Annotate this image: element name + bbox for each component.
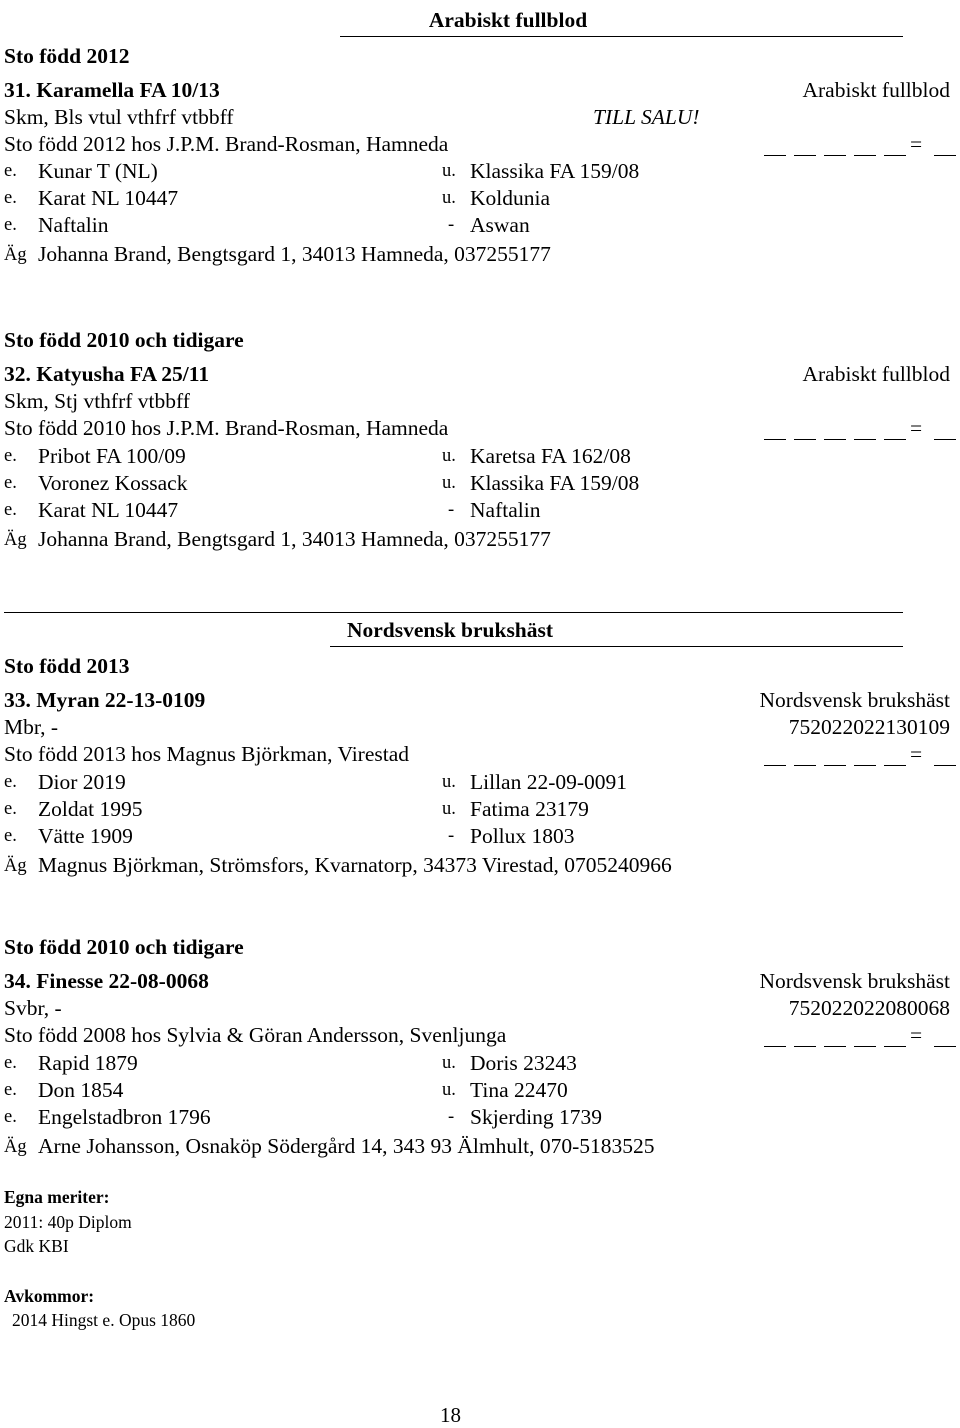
pedigree-sep: u. bbox=[442, 161, 456, 181]
score-equals: = bbox=[910, 742, 923, 766]
pedigree-prefix: e. bbox=[4, 1107, 17, 1127]
score-equals: = bbox=[910, 416, 923, 440]
owner-prefix: Äg bbox=[4, 530, 27, 550]
pedigree-dam: Tina 22470 bbox=[470, 1078, 568, 1102]
group-heading: Sto född 2010 och tidigare bbox=[4, 935, 244, 959]
entry-number-name: 31. Karamella FA 10/13 bbox=[4, 78, 220, 102]
offspring-title: Avkommor: bbox=[4, 1286, 95, 1306]
section-title: Nordsvensk brukshäst bbox=[346, 618, 554, 642]
pedigree-sire: Zoldat 1995 bbox=[38, 797, 143, 821]
pedigree-dam: Klassika FA 159/08 bbox=[470, 471, 640, 495]
entry-breed: Arabiskt fullblod bbox=[802, 78, 950, 102]
merit-item: 2011: 40p Diplom bbox=[4, 1212, 132, 1232]
offspring-item: 2014 Hingst e. Opus 1860 bbox=[12, 1310, 196, 1330]
pedigree-dam: Doris 23243 bbox=[470, 1051, 577, 1075]
pedigree-sire: Voronez Kossack bbox=[38, 471, 188, 495]
entry-born: Sto född 2010 hos J.P.M. Brand-Rosman, Hamneda bbox=[4, 416, 449, 440]
entry-descriptor: Skm, Bls vtul vthfrf vtbbff bbox=[4, 105, 234, 129]
entry-born: Sto född 2008 hos Sylvia & Göran Andersson, Svenljunga bbox=[4, 1023, 507, 1047]
pedigree-dam: Koldunia bbox=[470, 186, 551, 210]
sale-note: TILL SALU! bbox=[593, 105, 700, 129]
entry-descriptor: Skm, Stj vthfrf vtbbff bbox=[4, 389, 190, 413]
pedigree-prefix: e. bbox=[4, 188, 17, 208]
pedigree-prefix: e. bbox=[4, 500, 17, 520]
entry-born: Sto född 2012 hos J.P.M. Brand-Rosman, Hamneda bbox=[4, 132, 449, 156]
owner: Johanna Brand, Bengtsgard 1, 34013 Hamneda, 037255177 bbox=[38, 527, 551, 551]
pedigree-sire: Karat NL 10447 bbox=[38, 498, 179, 522]
pedigree-prefix: e. bbox=[4, 1053, 17, 1073]
entry-breed: Nordsvensk brukshäst bbox=[759, 969, 950, 993]
pedigree-sep: u. bbox=[442, 446, 456, 466]
pedigree-prefix: e. bbox=[4, 772, 17, 792]
pedigree-sep: u. bbox=[442, 473, 456, 493]
pedigree-sire: Dior 2019 bbox=[38, 770, 126, 794]
pedigree-dam: Klassika FA 159/08 bbox=[470, 159, 640, 183]
score-equals: = bbox=[910, 1023, 923, 1047]
pedigree-sep: u. bbox=[442, 1080, 456, 1100]
pedigree-prefix: e. bbox=[4, 446, 17, 466]
owner: Johanna Brand, Bengtsgard 1, 34013 Hamneda, 037255177 bbox=[38, 242, 551, 266]
pedigree-sire: Kunar T (NL) bbox=[38, 159, 158, 183]
pedigree-sire: Pribot FA 100/09 bbox=[38, 444, 186, 468]
entry-descriptor: Svbr, - bbox=[4, 996, 62, 1020]
pedigree-sep: - bbox=[448, 826, 455, 846]
pedigree-prefix: e. bbox=[4, 826, 17, 846]
pedigree-dam: Karetsa FA 162/08 bbox=[470, 444, 631, 468]
entry-breed: Nordsvensk brukshäst bbox=[759, 688, 950, 712]
pedigree-dam: Naftalin bbox=[470, 498, 541, 522]
owner: Arne Johansson, Osnaköp Södergård 14, 343 93 Älmhult, 070-5183525 bbox=[38, 1134, 655, 1158]
score-equals: = bbox=[910, 132, 923, 156]
pedigree-sire: Vätte 1909 bbox=[38, 824, 133, 848]
pedigree-sep: - bbox=[448, 215, 455, 235]
owner-prefix: Äg bbox=[4, 245, 27, 265]
group-heading: Sto född 2013 bbox=[4, 654, 130, 678]
entry-descriptor: Mbr, - bbox=[4, 715, 59, 739]
pedigree-prefix: e. bbox=[4, 161, 17, 181]
pedigree-sep: - bbox=[448, 1107, 455, 1127]
owner: Magnus Björkman, Strömsfors, Kvarnatorp, 34373 Virestad, 0705240966 bbox=[38, 853, 672, 877]
pedigree-dam: Aswan bbox=[470, 213, 530, 237]
pedigree-sire: Karat NL 10447 bbox=[38, 186, 179, 210]
pedigree-sep: u. bbox=[442, 1053, 456, 1073]
registration-number: 752022022130109 bbox=[788, 715, 950, 739]
section-divider bbox=[4, 612, 903, 613]
pedigree-dam: Skjerding 1739 bbox=[470, 1105, 602, 1129]
section-title-underline bbox=[340, 36, 903, 37]
merit-item: Gdk KBI bbox=[4, 1236, 69, 1256]
pedigree-dam: Pollux 1803 bbox=[470, 824, 575, 848]
section-title: Arabiskt fullblod bbox=[428, 8, 588, 32]
owner-prefix: Äg bbox=[4, 856, 27, 876]
entry-number-name: 33. Myran 22-13-0109 bbox=[4, 688, 206, 712]
pedigree-dam: Fatima 23179 bbox=[470, 797, 589, 821]
pedigree-prefix: e. bbox=[4, 473, 17, 493]
group-heading: Sto född 2012 bbox=[4, 44, 130, 68]
pedigree-prefix: e. bbox=[4, 1080, 17, 1100]
pedigree-prefix: e. bbox=[4, 799, 17, 819]
page-number: 18 bbox=[440, 1403, 461, 1427]
entry-number-name: 32. Katyusha FA 25/11 bbox=[4, 362, 210, 386]
group-heading: Sto född 2010 och tidigare bbox=[4, 328, 244, 352]
section-title-underline bbox=[330, 646, 903, 647]
pedigree-sep: u. bbox=[442, 799, 456, 819]
pedigree-sire: Rapid 1879 bbox=[38, 1051, 138, 1075]
pedigree-prefix: e. bbox=[4, 215, 17, 235]
entry-born: Sto född 2013 hos Magnus Björkman, Virestad bbox=[4, 742, 410, 766]
entry-breed: Arabiskt fullblod bbox=[802, 362, 950, 386]
pedigree-sire: Don 1854 bbox=[38, 1078, 124, 1102]
pedigree-dam: Lillan 22-09-0091 bbox=[470, 770, 628, 794]
pedigree-sire: Naftalin bbox=[38, 213, 109, 237]
registration-number: 752022022080068 bbox=[788, 996, 950, 1020]
pedigree-sire: Engelstadbron 1796 bbox=[38, 1105, 211, 1129]
owner-prefix: Äg bbox=[4, 1137, 27, 1157]
pedigree-sep: - bbox=[448, 500, 455, 520]
pedigree-sep: u. bbox=[442, 772, 456, 792]
merits-title: Egna meriter: bbox=[4, 1187, 110, 1207]
pedigree-sep: u. bbox=[442, 188, 456, 208]
entry-number-name: 34. Finesse 22-08-0068 bbox=[4, 969, 209, 993]
